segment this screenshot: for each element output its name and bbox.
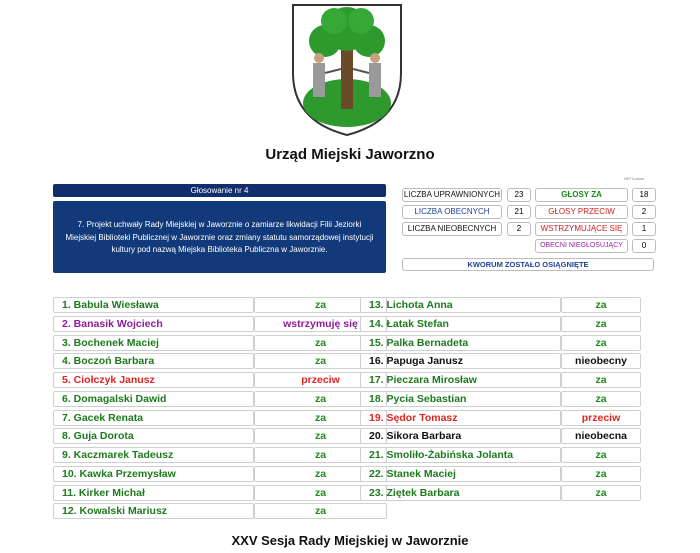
city-coat-of-arms-icon [289, 3, 405, 137]
councillor-name: 18. Pycia Sebastian [360, 391, 561, 407]
absent-value: 2 [507, 222, 531, 236]
eligible-value: 23 [507, 188, 531, 202]
councillor-name: 3. Bochenek Maciej [53, 335, 254, 351]
councillor-vote: za [561, 485, 641, 501]
councillor-name: 7. Gacek Renata [53, 410, 254, 426]
abstain-label: WSTRZYMUJĄCE SIĘ [535, 222, 628, 236]
councillor-vote: za [254, 335, 387, 351]
councillor-vote: za [254, 503, 387, 519]
councillor-vote: za [561, 447, 641, 463]
councillor-vote: za [254, 297, 387, 313]
votes-for-label: GŁOSY ZA [535, 188, 628, 202]
councillor-name: 20. Sikora Barbara [360, 428, 561, 444]
present-not-voting-label: OBECNI NIEGŁOSUJĄCY [535, 239, 628, 253]
councillor-name: 13. Lichota Anna [360, 297, 561, 313]
votes-against-label: GŁOSY PRZECIW [535, 205, 628, 219]
councillor-vote: nieobecna [561, 428, 641, 444]
councillor-name: 23. Ziętek Barbara [360, 485, 561, 501]
councillor-name: 9. Kaczmarek Tadeusz [53, 447, 254, 463]
eligible-label: LICZBA UPRAWNIONYCH [402, 188, 502, 202]
page-title: Urząd Miejski Jaworzno [265, 146, 435, 163]
councillor-name: 22. Stanek Maciej [360, 466, 561, 482]
resolution-text: 7. Projekt uchwały Rady Miejskiej w Jaworznie o zamiarze likwidacji Filii Jeziorki Miejskiej Biblioteki Publicznej w Jaworznie oraz zmiany statutu samorządowej instytucji kultury pod nazwą Miejska Biblioteka Publiczna w Jaworznie. [53, 201, 386, 273]
councillor-name: 15. Palka Bernadeta [360, 335, 561, 351]
vote-number-bar: Głosowanie nr 4 [53, 184, 386, 197]
session-footer: XXV Sesja Rady Miejskiej w Jaworznie [231, 533, 469, 548]
councillor-vote: przeciw [254, 372, 387, 388]
councillor-name: 8. Guja Dorota [53, 428, 254, 444]
councillor-name: 10. Kawka Przemysław [53, 466, 254, 482]
councillor-vote: za [561, 466, 641, 482]
councillor-vote: za [561, 372, 641, 388]
councillor-name: 19. Sędor Tomasz [360, 410, 561, 426]
votes-for-value: 18 [632, 188, 656, 202]
councillor-vote: za [561, 316, 641, 332]
councillor-vote: za [561, 335, 641, 351]
councillor-name: 1. Babula Wiesława [53, 297, 254, 313]
councillor-name: 2. Banasik Wojciech [53, 316, 254, 332]
councillor-vote: za [254, 353, 387, 369]
councillor-name: 14. Łatak Stefan [360, 316, 561, 332]
present-value: 21 [507, 205, 531, 219]
councillor-name: 11. Kirker Michał [53, 485, 254, 501]
quorum-status: KWORUM ZOSTAŁO OSIĄGNIĘTE [402, 258, 654, 271]
councillor-vote: za [254, 485, 387, 501]
councillor-name: 12. Kowalski Mariusz [53, 503, 254, 519]
absent-label: LICZBA NIEOBECNYCH [402, 222, 502, 236]
councillor-name: 21. Smoliło-Żabińska Jolanta [360, 447, 561, 463]
councillor-vote: nieobecny [561, 353, 641, 369]
councillor-name: 17. Pieczara Mirosław [360, 372, 561, 388]
councillor-name: 5. Ciołczyk Janusz [53, 372, 254, 388]
councillor-vote: za [254, 410, 387, 426]
councillor-vote: wstrzymuję się [254, 316, 387, 332]
councillor-name: 16. Papuga Janusz [360, 353, 561, 369]
councillor-vote: za [561, 297, 641, 313]
councillor-vote: za [254, 466, 387, 482]
present-label: LICZBA OBECNYCH [402, 205, 502, 219]
councillor-name: 6. Domagalski Dawid [53, 391, 254, 407]
present-not-voting-value: 0 [632, 239, 656, 253]
councillor-vote: za [254, 447, 387, 463]
councillor-vote: za [561, 391, 641, 407]
councillor-vote: za [254, 391, 387, 407]
councillor-vote: przeciw [561, 410, 641, 426]
councillor-name: 4. Boczoń Barbara [53, 353, 254, 369]
councillor-vote: za [254, 428, 387, 444]
tiny-label: NET/Latam [624, 176, 645, 181]
abstain-value: 1 [632, 222, 656, 236]
votes-against-value: 2 [632, 205, 656, 219]
